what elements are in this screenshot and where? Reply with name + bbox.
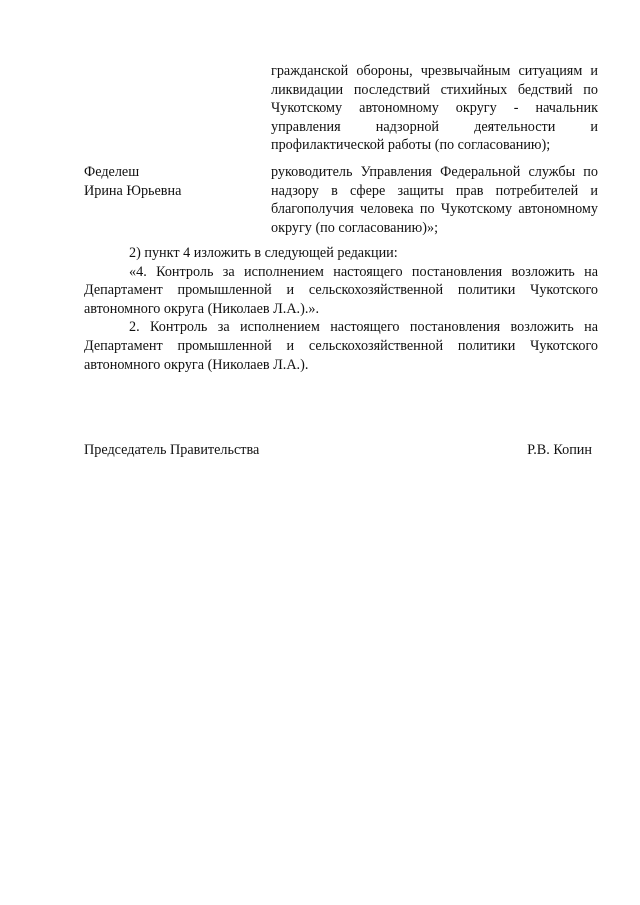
continuation-paragraph: гражданской обороны, чрезвычайным ситуациям и ликвидации последствий стихийных бедствий по Чукотскому автономному округу - начальник управления надзорной деятельности и профилактической работы (по согласованию); bbox=[271, 63, 598, 154]
member-surname: Феделеш bbox=[84, 164, 140, 180]
member-name bbox=[84, 163, 264, 200]
signature-block bbox=[84, 441, 592, 460]
signature-name: Р.В. Копин bbox=[527, 442, 592, 458]
clause-2-paragraph: 2. Контроль за исполнением настоящего постановления возложить на Департамент промышленной и сельскохозяйственной политики Чукотского автономного округа (Николаев Л.А.). bbox=[84, 319, 598, 373]
member-role: руководитель Управления Федеральной службы по надзору в сфере защиты прав потребителей и благополучия человека по Чукотскому автономному округу (по согласованию)»; bbox=[271, 164, 598, 236]
member-given-names: Ирина Юрьевна bbox=[84, 182, 182, 199]
signature-position: Председатель Правительства bbox=[84, 442, 260, 458]
quoted-clause-paragraph: «4. Контроль за исполнением настоящего постановления возложить на Департамент промышленной и сельскохозяйственной политики Чукотского автономного округа (Николаев Л.А.).». bbox=[84, 263, 598, 317]
item-2-paragraph: 2) пункт 4 изложить в следующей редакции: bbox=[129, 245, 398, 261]
document-body bbox=[84, 244, 598, 374]
